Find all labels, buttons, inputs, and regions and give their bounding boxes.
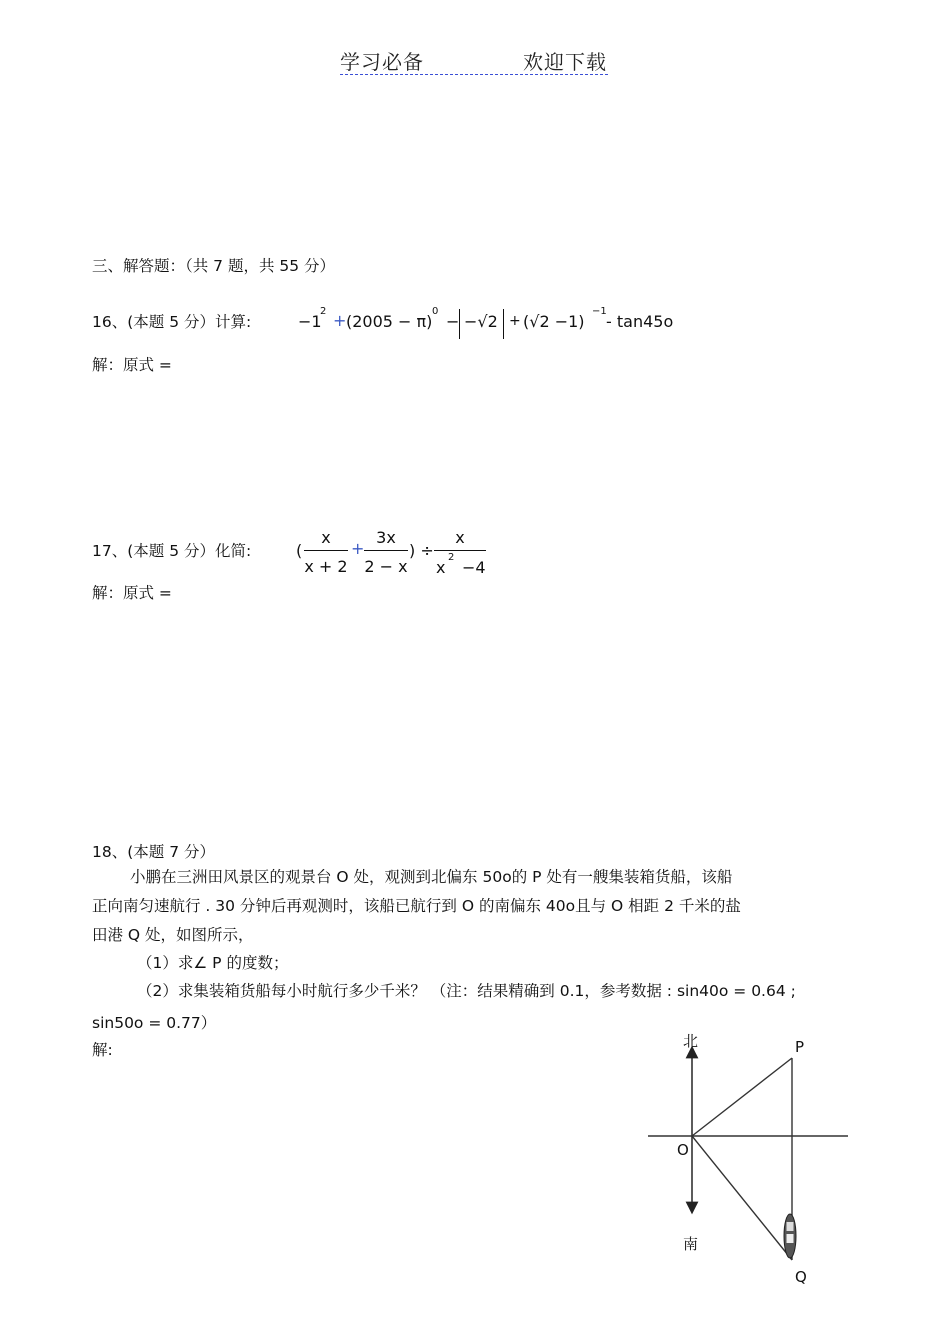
label-point-p: P	[795, 1038, 805, 1056]
label-south: 南	[683, 1235, 699, 1253]
q17-frac2-line	[364, 550, 408, 551]
q17-frac3-den-minus4: −4	[462, 558, 486, 577]
q16-solution: 解：原式 =	[92, 356, 172, 374]
q17-frac2-den: 2 − x	[364, 557, 408, 576]
bearing-diagram	[630, 1020, 860, 1290]
abs-bar-right	[503, 309, 504, 339]
header-underline	[340, 74, 608, 75]
q16-label: 16、(本题 5 分）计算:	[92, 313, 252, 331]
section-title: 三、解答题：（共 7 题，共 55 分）	[92, 257, 336, 275]
q18-label: 18、(本题 7 分）	[92, 843, 215, 861]
q16-exp2: 2	[320, 306, 327, 317]
ship-icon	[784, 1214, 796, 1258]
q17-lparen: (	[296, 541, 303, 560]
q16-paren-expr: (2005 − π)	[346, 312, 433, 331]
q16-expneg1: −1	[592, 306, 607, 317]
q17-rparen-div: ) ÷	[409, 541, 434, 560]
q18-line4: sin50o = 0.77）	[92, 1014, 217, 1032]
q18-line1: 小鹏在三洲田风景区的观景台 O 处，观测到北偏东 50o的 P 处有一艘集装箱货船，该船	[130, 868, 733, 886]
q16-tail: - tan45o	[606, 312, 674, 331]
segment-oq	[692, 1136, 792, 1260]
q18-line3: 田港 Q 处，如图所示，	[92, 926, 254, 944]
q17-solution: 解：原式 =	[92, 584, 172, 602]
q18-solution: 解:	[92, 1041, 113, 1059]
header-left: 学习必备	[340, 50, 424, 74]
q17-plus: +	[351, 539, 365, 558]
q16-neg1: −1	[298, 312, 322, 331]
q16-plus2: +	[509, 313, 521, 329]
q16-plus1: +	[333, 311, 347, 330]
q17-frac3-den-exp: 2	[448, 552, 455, 563]
q17-frac2-num: 3x	[376, 528, 396, 547]
q18-sub2: （2）求集装箱货船每小时航行多少千米？ （注：结果精确到 0.1，参考数据 : sin40o = 0.64 ;	[137, 982, 796, 1000]
label-point-o: O	[677, 1141, 689, 1159]
q16-paren2: (√2 −1)	[523, 312, 585, 331]
q17-frac1-den: x + 2	[304, 557, 348, 576]
q18-line2: 正向南匀速航行 . 30 分钟后再观测时，该船已航行到 O 的南偏东 40o且与 O 相距 2 千米的盐	[92, 897, 741, 915]
segment-op	[692, 1058, 792, 1136]
q17-frac3-den-x: x	[436, 558, 446, 577]
label-point-q: Q	[795, 1268, 807, 1286]
q17-label: 17、(本题 5 分）化简:	[92, 542, 252, 560]
q16-exp0: 0	[432, 306, 439, 317]
header-right: 欢迎下载	[523, 50, 607, 74]
q16-minus: −	[446, 312, 460, 331]
abs-bar-left	[459, 309, 460, 339]
q17-frac3-line	[434, 550, 486, 551]
q16-abs-inner: −√2	[464, 312, 498, 331]
label-north: 北	[683, 1032, 699, 1050]
q17-frac3-num: x	[455, 528, 465, 547]
q17-frac1-line	[304, 550, 348, 551]
q17-frac1-num: x	[321, 528, 331, 547]
q18-sub1: （1）求∠ P 的度数；	[137, 954, 289, 972]
